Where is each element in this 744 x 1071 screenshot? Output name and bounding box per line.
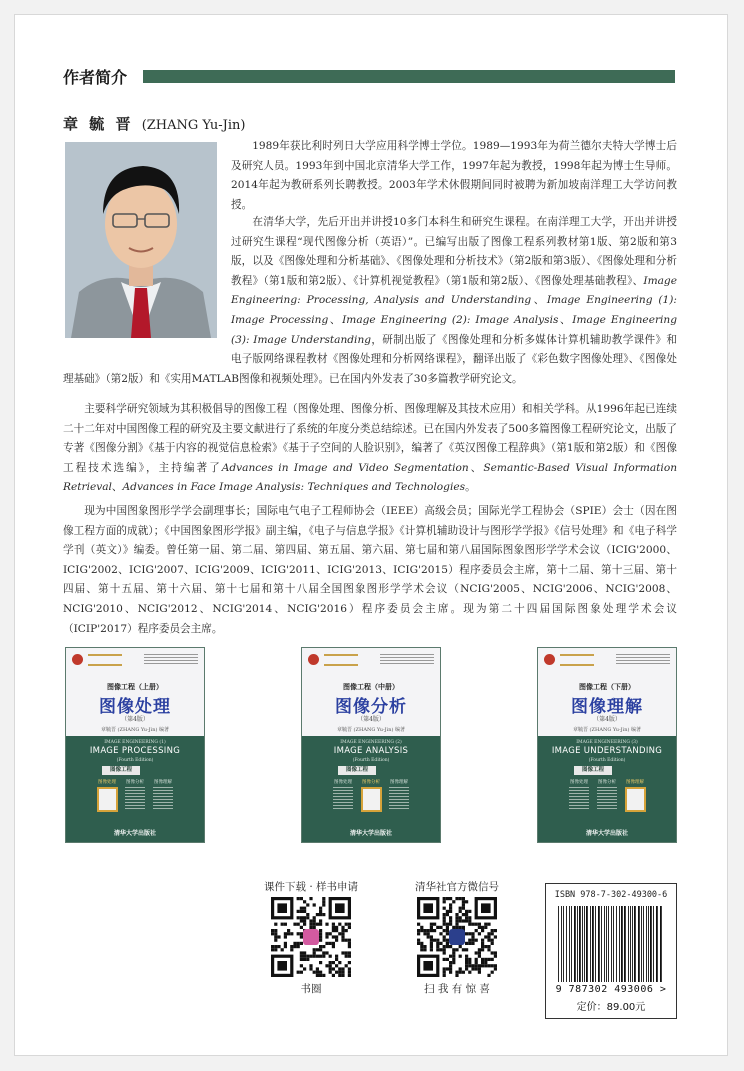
book-author: 章毓晋 (ZHANG Yu-Jin) 编著 [336, 727, 406, 733]
volume-thumb [622, 779, 648, 825]
edited-title-en-3: Advances in Face Image Analysis: Techniques and Technologies [122, 481, 466, 494]
volume-thumb [330, 779, 356, 825]
bio-p2-sep-1: 、 [531, 294, 547, 307]
bio-p2-sep-3: 、 [558, 313, 573, 326]
isbn-number: ISBN 978-7-302-49300-6 [554, 890, 668, 900]
book-title-en-1: Image Engineering: Processing, Analysis and Understanding [231, 274, 677, 307]
book-edition: （第4版） [121, 716, 149, 723]
book-publisher: 清华大学出版社 [113, 830, 156, 837]
author-name-cn: 章 毓 晋 [63, 115, 134, 133]
volume-label: 图像处理 [570, 780, 588, 785]
volume-label: 图像理解 [390, 780, 408, 785]
bio-paragraph-4: 现为中国图象图形学学会副理事长；国际电气电子工程师协会（IEEE）高级会员；国际光学工程协会（SPIE）会士（因在图像工程方面的成就）；《中国图象图形学报》副主编，《电子与信息学报》《计算机辅助设计与图形学学报》《信号处理》和《电子科学学刊（英文）》编委。曾任第一届、第二届、第四届、第五届、第六届、第七届和第八届国际图象图形学学术会议（ICIG'2000、ICIG'2002、ICIG'2007、ICIG'2009、ICIG'2011、ICIG'2013、ICIG'2015）程序委员会主席，第十二届、第十三届、第十四届、第十五届、第十六届、第十七届和第十八届全国图象图形学学术会议（NCIG'2005、NCIG'2006、NCIG'2008、NCIG'2010、NCIG'2012、NCIG'2014、NCIG'2016）程序委员会主席。现为第二十四届国际图象处理学术会议（ICIP'2017）程序委员会主席。 [63, 505, 677, 635]
book-title-en-3: Image Engineering (2): Image Analysis [342, 313, 559, 326]
book-series-en: IMAGE ENGINEERING (1) [104, 740, 166, 745]
qr-code-wechat-icon[interactable] [417, 897, 497, 977]
bio-p2-sep-2: 、 [328, 313, 343, 326]
book-title: 图像理解 [571, 697, 643, 717]
book-cover-header [538, 648, 676, 736]
bio-paragraph-3 [63, 400, 677, 498]
series-fine-print [144, 654, 198, 666]
bio-p3-text-a: 主要科学研究领域为其积极倡导的图像工程（图像处理、图像分析、图像理解及其技术应用）和相关学科。从1996年起已连续二十二年对中国图像工程的研究及主要文献进行了系统的年度分类总结综述。已在国内外发表了500多篇图像工程研究论文，出版了专著《图像分割》《基于内容的视觉信息检索》《基于子空间的人脸识别》，编著了《英汉图像工程辞典》（第1版和第2版）和《图像工程技术选编》，主持编著了 [63, 403, 677, 474]
book-series-tag: 图像工程 [574, 766, 612, 775]
volume-thumb [358, 779, 384, 825]
book-edition-en: (Fourth Edition) [588, 758, 626, 763]
series-fine-print [616, 654, 670, 666]
series-logo [308, 654, 319, 665]
book-series-tag: 图像工程 [338, 766, 376, 775]
book-title-en: IMAGE ANALYSIS [333, 746, 409, 756]
qr-courseware-label: 课件下载 · 样书申请 [263, 881, 358, 893]
book-title-en: IMAGE UNDERSTANDING [551, 746, 663, 756]
bio-p3-sep-1: 、 [468, 461, 484, 474]
series-label-decoration [324, 654, 358, 666]
volume-label: 图像理解 [626, 780, 644, 785]
series-label-decoration [88, 654, 122, 666]
isbn-digits: 9 787302 493006 > [555, 984, 667, 995]
series-logo [544, 654, 555, 665]
volume-thumb [122, 779, 148, 825]
volume-label: 图像理解 [154, 780, 172, 785]
bio-paragraph-1: 1989年获比利时列日大学应用科学博士学位。1989—1993年为荷兰德尔夫特大学博士后及研究人员。1993年到中国北京清华大学工作，1997年起为教授，1998年起为博士生导师。2014年起为教研系列长聘教授。2003年学术休假期间同时被聘为新加坡南洋理工大学访问教授。 [231, 140, 677, 211]
book-author: 章毓晋 (ZHANG Yu-Jin) 编著 [100, 727, 170, 733]
qr-courseware-caption: 书圈 [300, 983, 322, 995]
volume-thumb [150, 779, 176, 825]
isbn-barcode-box [545, 883, 677, 1019]
book-title-en-4: Image Engineering (3): Image Understanding [231, 313, 678, 346]
book-title-en-2: Image Engineering (1): Image Processing [231, 294, 677, 326]
section-divider-bar [143, 70, 675, 83]
edited-title-en-2: Semantic-Based Visual Information Retrieval [63, 461, 678, 494]
edited-title-en-1: Advances in Image and Video Segmentation [221, 461, 469, 474]
book-publisher: 清华大学出版社 [349, 830, 392, 837]
bio-p2-text-e: ，研制出版了《图像处理和分析多媒体计算机辅助教学课件》和电子版网络课程教材《图像处理和分析网络课程》，翻译出版了《彩色数字图像处理》、《图像处理基础》（第2版）和《实用MATLAB图像和视频处理》。已在国内外发表了30多篇教学研究论文。 [63, 333, 677, 385]
bio-paragraph-2 [63, 213, 677, 389]
book-cover-image-processing [65, 647, 205, 843]
back-cover [14, 14, 728, 1056]
bio-p3-sep-2: 、 [111, 481, 123, 494]
author-name-en: (ZHANG Yu-Jin) [141, 118, 246, 133]
volume-label: 图像分析 [126, 780, 144, 785]
book-edition: （第4版） [357, 716, 385, 723]
volume-label: 图像分析 [598, 780, 616, 785]
volume-label: 图像处理 [334, 780, 352, 785]
photo-wrap-gap [63, 213, 231, 353]
book-edition: （第4版） [593, 716, 621, 723]
section-header [63, 67, 675, 85]
volume-thumb [94, 779, 120, 825]
book-cover-header [66, 648, 204, 736]
book-title: 图像处理 [99, 697, 171, 717]
book-series-en: IMAGE ENGINEERING (3) [576, 740, 638, 745]
book-price: 定价：89.00元 [576, 1002, 646, 1013]
series-fine-print [380, 654, 434, 666]
volume-thumb [594, 779, 620, 825]
book-series-tag: 图像工程 [102, 766, 140, 775]
book-edition-en: (Fourth Edition) [116, 758, 154, 763]
volume-thumb [386, 779, 412, 825]
book-title-en: IMAGE PROCESSING [89, 746, 181, 756]
book-series-en: IMAGE ENGINEERING (2) [340, 740, 402, 745]
book-cover-image-understanding [537, 647, 677, 843]
series-logo [72, 654, 83, 665]
qr-wechat-caption: 扫 我 有 惊 喜 [424, 983, 490, 995]
volume-label: 图像处理 [98, 780, 116, 785]
book-cover-header [302, 648, 440, 736]
barcode-icon [556, 906, 666, 982]
author-name [63, 113, 245, 134]
bio-p3-end: 。 [465, 481, 476, 494]
series-label-decoration [560, 654, 594, 666]
book-cover-image-analysis [301, 647, 441, 843]
book-author: 章毓晋 (ZHANG Yu-Jin) 编著 [572, 727, 642, 733]
volume-thumb [566, 779, 592, 825]
book-title: 图像分析 [335, 697, 407, 717]
volume-label: 图像分析 [362, 780, 380, 785]
qr-wechat-label: 清华社官方微信号 [415, 881, 499, 893]
book-series: 图像工程（下册） [579, 683, 635, 691]
bio-p2-text-a: 在清华大学，先后开出并讲授10多门本科生和研究生课程。在南洋理工大学，开出并讲授过研究生课程“现代图像分析（英语）”。已编写出版了图像工程系列教材第1版、第2版和第3版，以及《图像处理和分析基础》、《图像处理和分析技术》（第2版和第3版）、《图像处理和分析教程》（第1版和第2版）、《计算机视觉教程》（第1版和第2版）、《图像处理基础教程》、 [231, 216, 677, 287]
book-series: 图像工程（中册） [343, 683, 399, 691]
book-series: 图像工程（上册） [107, 683, 163, 691]
qr-code-courseware-icon[interactable] [271, 897, 351, 977]
section-title: 作者简介 [63, 68, 128, 87]
book-edition-en: (Fourth Edition) [352, 758, 390, 763]
book-publisher: 清华大学出版社 [585, 830, 628, 837]
